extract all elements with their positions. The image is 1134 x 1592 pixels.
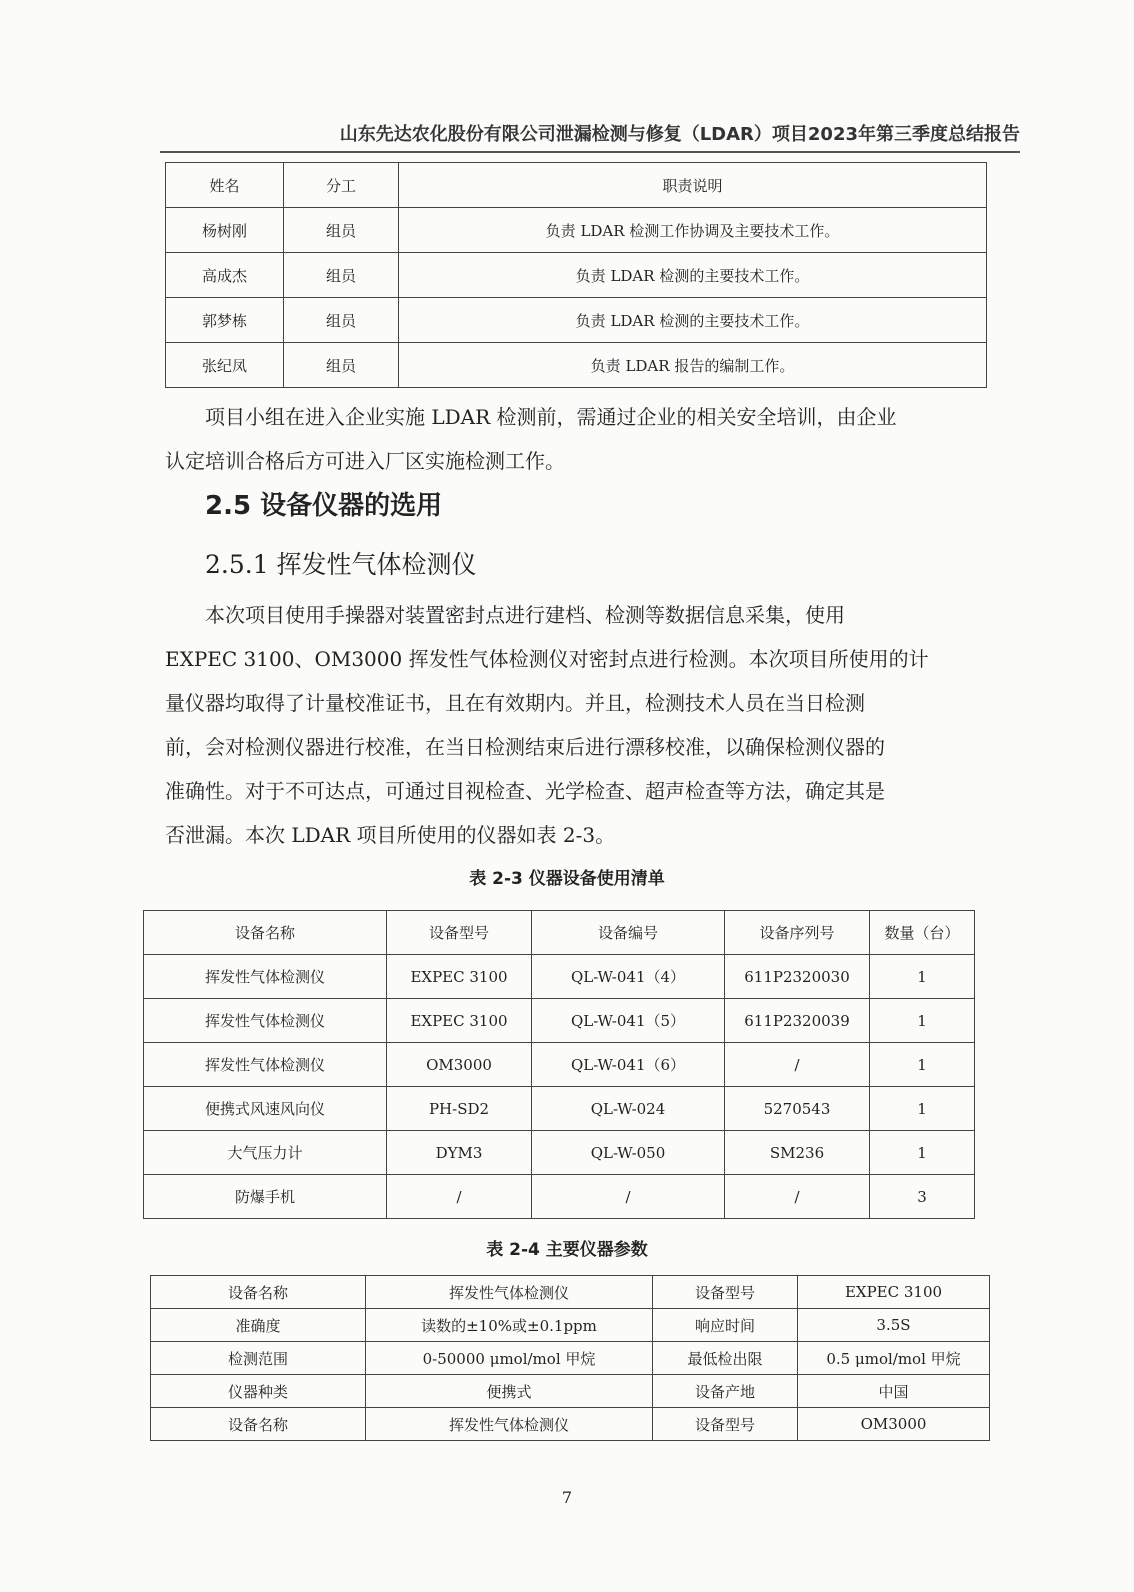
table-cell: QL-W-041（6）	[532, 1043, 725, 1087]
table-cell: QL-W-041（4）	[532, 955, 725, 999]
page-number: 7	[561, 1488, 573, 1507]
table-cell: /	[725, 1043, 870, 1087]
table-row	[151, 1375, 990, 1408]
table-cell: OM3000	[387, 1043, 532, 1087]
header-rule	[160, 151, 1020, 153]
paragraph-line: 量仪器均取得了计量校准证书，且在有效期内。并且，检测技术人员在当日检测	[165, 691, 865, 715]
page-header: 山东先达农化股份有限公司泄漏检测与修复（LDAR）项目2023年第三季度总结报告	[339, 124, 1020, 145]
table-cell: 611P2320039	[725, 999, 870, 1043]
paragraph-line: 前，会对检测仪器进行校准，在当日检测结束后进行漂移校准，以确保检测仪器的	[165, 735, 885, 759]
table-cell: 负责 LDAR 检测的主要技术工作。	[399, 253, 987, 298]
header-cell: 姓名	[166, 163, 284, 208]
table-cell: EXPEC 3100	[798, 1276, 990, 1309]
table-cell: 挥发性气体检测仪	[144, 1043, 387, 1087]
table-cell: 响应时间	[653, 1309, 798, 1342]
table-cell: 中国	[798, 1375, 990, 1408]
table-row	[166, 298, 987, 343]
table-cell: /	[532, 1175, 725, 1219]
table-cell: 5270543	[725, 1087, 870, 1131]
table-cell: 3.5S	[798, 1309, 990, 1342]
paragraph-line: 项目小组在进入企业实施 LDAR 检测前，需通过企业的相关安全培训，由企业	[205, 405, 897, 429]
table-cell: 负责 LDAR 检测的主要技术工作。	[399, 298, 987, 343]
table-cell: 挥发性气体检测仪	[366, 1276, 653, 1309]
table-row	[151, 1309, 990, 1342]
instrument-paragraph	[165, 593, 987, 857]
table-cell: 张纪凤	[166, 343, 284, 388]
header-cell: 分工	[284, 163, 399, 208]
paragraph-line: 准确性。对于不可达点，可通过目视检查、光学检查、超声检查等方法，确定其是	[165, 779, 885, 803]
table-cell: 设备名称	[151, 1408, 366, 1441]
paragraph-line: 认定培训合格后方可进入厂区实施检测工作。	[165, 449, 565, 473]
table-cell: DYM3	[387, 1131, 532, 1175]
staff-table	[165, 162, 987, 388]
paragraph-line: 本次项目使用手操器对装置密封点进行建档、检测等数据信息采集，使用	[205, 603, 845, 627]
table-cell: 1	[870, 1131, 975, 1175]
table-cell: 1	[870, 1087, 975, 1131]
table-cell: PH-SD2	[387, 1087, 532, 1131]
table-cell: /	[725, 1175, 870, 1219]
table-cell: QL-W-041（5）	[532, 999, 725, 1043]
table-cell: 便携式风速风向仪	[144, 1087, 387, 1131]
table-cell: 1	[870, 999, 975, 1043]
table-header-row	[166, 163, 987, 208]
table-caption: 表 2-4 主要仪器参数	[486, 1240, 648, 1260]
table-cell: OM3000	[798, 1408, 990, 1441]
table-cell: 设备名称	[151, 1276, 366, 1309]
table-row	[166, 253, 987, 298]
table-caption: 表 2-3 仪器设备使用清单	[469, 869, 665, 889]
header-cell: 设备名称	[144, 911, 387, 955]
training-paragraph	[165, 395, 987, 483]
table-cell: 负责 LDAR 检测工作协调及主要技术工作。	[399, 208, 987, 253]
table-cell: 挥发性气体检测仪	[144, 999, 387, 1043]
table-cell: QL-W-024	[532, 1087, 725, 1131]
table-cell: 最低检出限	[653, 1342, 798, 1375]
table-cell: 组员	[284, 208, 399, 253]
header-cell: 设备编号	[532, 911, 725, 955]
table-cell: 设备产地	[653, 1375, 798, 1408]
table-cell: 0.5 μmol/mol 甲烷	[798, 1342, 990, 1375]
table-row	[144, 999, 975, 1043]
table-header-row	[144, 911, 975, 955]
table-cell: /	[387, 1175, 532, 1219]
table-cell: 组员	[284, 298, 399, 343]
section-heading: 2.5 设备仪器的选用	[205, 491, 443, 521]
table-cell: 负责 LDAR 报告的编制工作。	[399, 343, 987, 388]
table-cell: 检测范围	[151, 1342, 366, 1375]
table-cell: 挥发性气体检测仪	[144, 955, 387, 999]
table-cell: 组员	[284, 253, 399, 298]
table-row	[144, 1087, 975, 1131]
table-cell: EXPEC 3100	[387, 955, 532, 999]
table-row	[166, 208, 987, 253]
table-cell: 0-50000 μmol/mol 甲烷	[366, 1342, 653, 1375]
table-cell: 防爆手机	[144, 1175, 387, 1219]
table-cell: 3	[870, 1175, 975, 1219]
table-cell: 准确度	[151, 1309, 366, 1342]
table-cell: 设备型号	[653, 1408, 798, 1441]
subsection-heading: 2.5.1 挥发性气体检测仪	[205, 550, 477, 579]
table-row	[151, 1342, 990, 1375]
header-cell: 设备型号	[387, 911, 532, 955]
table-cell: 杨树刚	[166, 208, 284, 253]
table-cell: 大气压力计	[144, 1131, 387, 1175]
header-cell: 职责说明	[399, 163, 987, 208]
table-row	[144, 1131, 975, 1175]
paragraph-line: EXPEC 3100、OM3000 挥发性气体检测仪对密封点进行检测。本次项目所使用的计	[165, 647, 929, 671]
table-cell: 郭梦栋	[166, 298, 284, 343]
equipment-table	[143, 910, 975, 1219]
table-cell: 组员	[284, 343, 399, 388]
table-row	[166, 343, 987, 388]
table-cell: 高成杰	[166, 253, 284, 298]
table-cell: 挥发性气体检测仪	[366, 1408, 653, 1441]
table-row	[144, 1175, 975, 1219]
table-row	[151, 1408, 990, 1441]
table-row	[151, 1276, 990, 1309]
paragraph-line: 否泄漏。本次 LDAR 项目所使用的仪器如表 2-3。	[165, 823, 616, 847]
table-cell: 611P2320030	[725, 955, 870, 999]
header-cell: 设备序列号	[725, 911, 870, 955]
header-cell: 数量（台）	[870, 911, 975, 955]
parameters-table	[150, 1275, 990, 1441]
table-cell: QL-W-050	[532, 1131, 725, 1175]
table-cell: EXPEC 3100	[387, 999, 532, 1043]
table-cell: 读数的±10%或±0.1ppm	[366, 1309, 653, 1342]
table-row	[144, 1043, 975, 1087]
table-cell: 1	[870, 1043, 975, 1087]
table-cell: 1	[870, 955, 975, 999]
table-row	[144, 955, 975, 999]
table-cell: 仪器种类	[151, 1375, 366, 1408]
table-cell: 便携式	[366, 1375, 653, 1408]
table-cell: 设备型号	[653, 1276, 798, 1309]
table-cell: SM236	[725, 1131, 870, 1175]
